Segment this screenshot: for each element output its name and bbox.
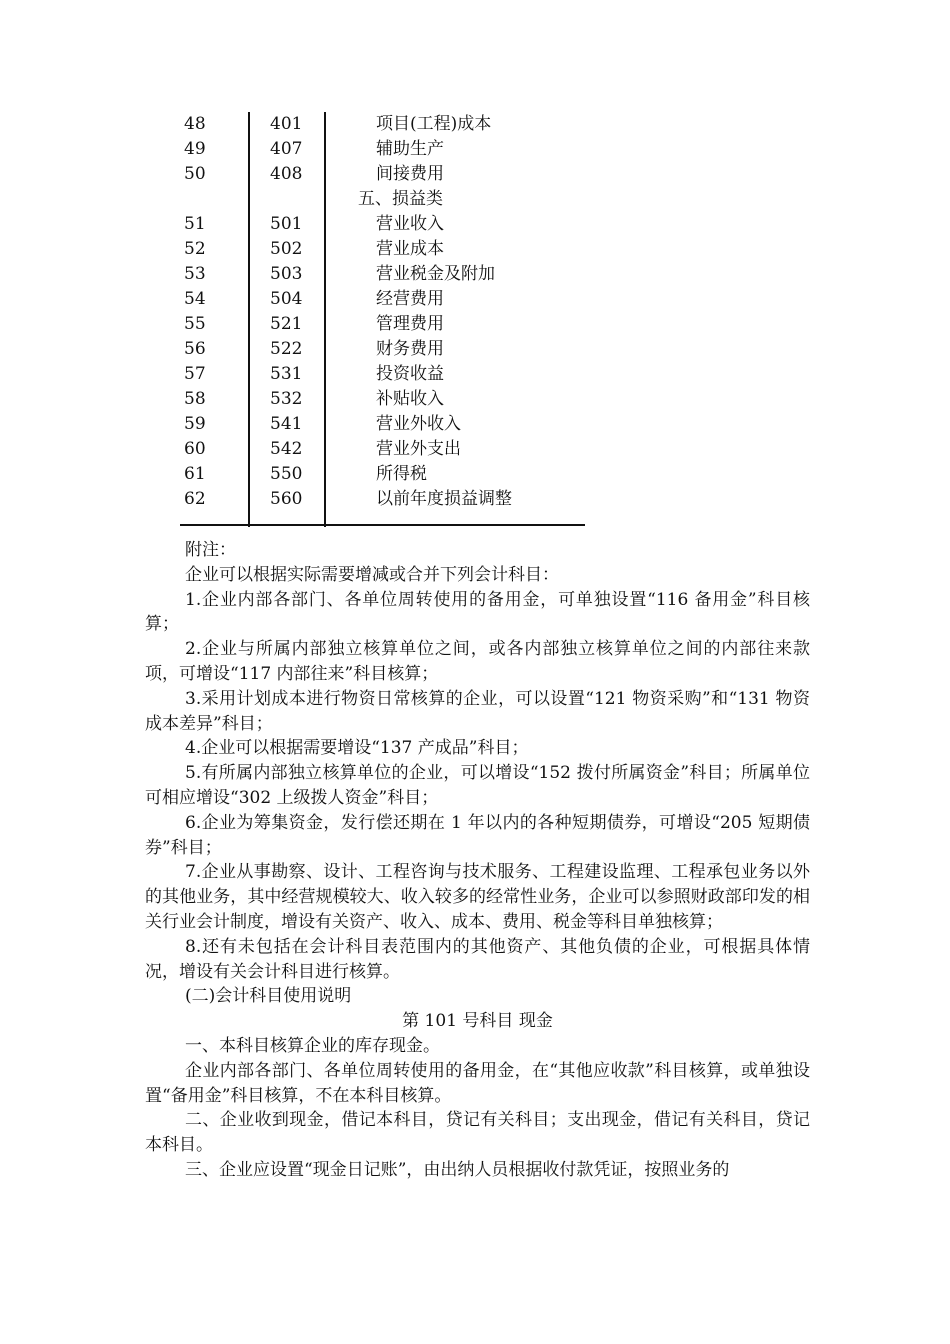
subject-title: 第 101 号科目 现金 — [402, 1011, 553, 1032]
category-heading: 五、损益类 — [358, 189, 443, 209]
account-code: 503 — [270, 264, 303, 284]
account-code: 522 — [270, 339, 303, 359]
account-name: 营业成本 — [376, 239, 444, 259]
table-row — [180, 362, 590, 387]
table-divider-2 — [324, 112, 326, 527]
account-name: 营业税金及附加 — [376, 264, 495, 284]
note-item-5: 5.有所属内部独立核算单位的企业，可以增设“152 拨付所属资金”科目；所属单位可相应增设“302 上级拨人资金”科目； — [145, 763, 810, 808]
table-row — [180, 287, 590, 312]
note-item-4: 4.企业可以根据需要增设“137 产成品”科目； — [185, 738, 529, 759]
table-row — [180, 337, 590, 362]
notes-intro: 企业可以根据实际需要增减或合并下列会计科目： — [185, 564, 559, 585]
account-name: 经营费用 — [376, 289, 444, 309]
account-name: 财务费用 — [376, 339, 444, 359]
row-number: 51 — [184, 214, 206, 234]
section-paragraph-2: 企业内部各部门、各单位周转使用的备用金，在“其他应收款”科目核算，或单独设置“备用金”科目核算，不在本科目核算。 — [145, 1060, 810, 1106]
account-code: 407 — [270, 139, 303, 159]
account-code: 550 — [270, 464, 303, 484]
table-row — [180, 437, 590, 462]
table-row — [180, 412, 590, 437]
account-name: 以前年度损益调整 — [376, 489, 512, 509]
table-divider-1 — [248, 112, 250, 527]
account-name: 营业外收入 — [376, 414, 461, 434]
row-number: 50 — [184, 164, 206, 184]
table-row — [180, 387, 590, 412]
account-code: 560 — [270, 489, 303, 509]
account-code: 532 — [270, 389, 303, 409]
note-item-1: 1.企业内部各部门、各单位周转使用的备用金，可单独设置“116 备用金”科目核算； — [145, 589, 810, 635]
account-name: 营业收入 — [376, 214, 444, 234]
body-text — [145, 538, 810, 1183]
table-bottom-tick-2 — [324, 518, 326, 526]
note-item-3: 3.采用计划成本进行物资日常核算的企业，可以设置“121 物资采购”和“131 物资成本差异”科目； — [145, 688, 810, 734]
row-number: 55 — [184, 314, 206, 334]
account-table — [180, 112, 590, 512]
table-row — [180, 112, 590, 137]
table-row — [180, 487, 590, 512]
table-row — [180, 212, 590, 237]
table-row — [180, 162, 590, 187]
table-bottom-rule — [180, 524, 585, 526]
account-code: 521 — [270, 314, 303, 334]
account-code: 408 — [270, 164, 303, 184]
note-item-2: 2.企业与所属内部独立核算单位之间，或各内部独立核算单位之间的内部往来款项，可增设“117 内部往来”科目核算； — [145, 639, 810, 684]
table-row — [180, 237, 590, 262]
account-code: 502 — [270, 239, 303, 259]
account-name: 营业外支出 — [376, 439, 461, 459]
row-number: 61 — [184, 464, 206, 484]
section-paragraph-4: 三、企业应设置“现金日记账”，由出纳人员根据收付款凭证，按照业务的 — [185, 1159, 730, 1180]
table-row — [180, 187, 590, 212]
table-bottom-tick-1 — [248, 518, 250, 526]
row-number: 57 — [184, 364, 206, 384]
account-name: 所得税 — [376, 464, 427, 484]
row-number: 56 — [184, 339, 206, 359]
account-code: 501 — [270, 214, 303, 234]
account-name: 辅助生产 — [376, 139, 444, 159]
row-number: 52 — [184, 239, 206, 259]
account-code: 504 — [270, 289, 303, 309]
note-item-8: 8.还有未包括在会计科目表范围内的其他资产、其他负债的企业，可根据具体情况，增设有关会计科目进行核算。 — [145, 936, 810, 982]
row-number: 59 — [184, 414, 206, 434]
account-code: 541 — [270, 414, 303, 434]
section-paragraph-1: 一、本科目核算企业的库存现金。 — [185, 1035, 440, 1056]
account-name: 补贴收入 — [376, 389, 444, 409]
row-number: 49 — [184, 139, 206, 159]
row-number: 54 — [184, 289, 206, 309]
section-heading: (二)会计科目使用说明 — [185, 986, 352, 1007]
row-number: 53 — [184, 264, 206, 284]
account-name: 管理费用 — [376, 314, 444, 334]
row-number: 48 — [184, 114, 206, 134]
row-number: 58 — [184, 389, 206, 409]
account-code: 531 — [270, 364, 303, 384]
note-item-6: 6.企业为筹集资金，发行偿还期在 1 年以内的各种短期债券，可增设“205 短期债券”科目； — [145, 812, 810, 858]
account-name: 间接费用 — [376, 164, 444, 184]
account-code: 542 — [270, 439, 303, 459]
row-number: 60 — [184, 439, 206, 459]
row-number: 62 — [184, 489, 206, 509]
account-name: 投资收益 — [376, 364, 444, 384]
notes-heading: 附注： — [185, 540, 236, 560]
account-code: 401 — [270, 114, 303, 134]
section-paragraph-3: 二、企业收到现金，借记本科目，贷记有关科目；支出现金，借记有关科目，贷记本科目。 — [145, 1110, 810, 1156]
table-row — [180, 262, 590, 287]
table-row — [180, 137, 590, 162]
account-name: 项目(工程)成本 — [376, 114, 492, 134]
note-item-7: 7.企业从事勘察、设计、工程咨询与技术服务、工程建设监理、工程承包业务以外的其他业务，其中经营规模较大、收入较多的经常性业务，企业可以参照财政部印发的相关行业会计制度，增设有关资产、收入、成本、费用、税金等科目单独核算； — [145, 862, 810, 932]
table-row — [180, 312, 590, 337]
table-row — [180, 462, 590, 487]
